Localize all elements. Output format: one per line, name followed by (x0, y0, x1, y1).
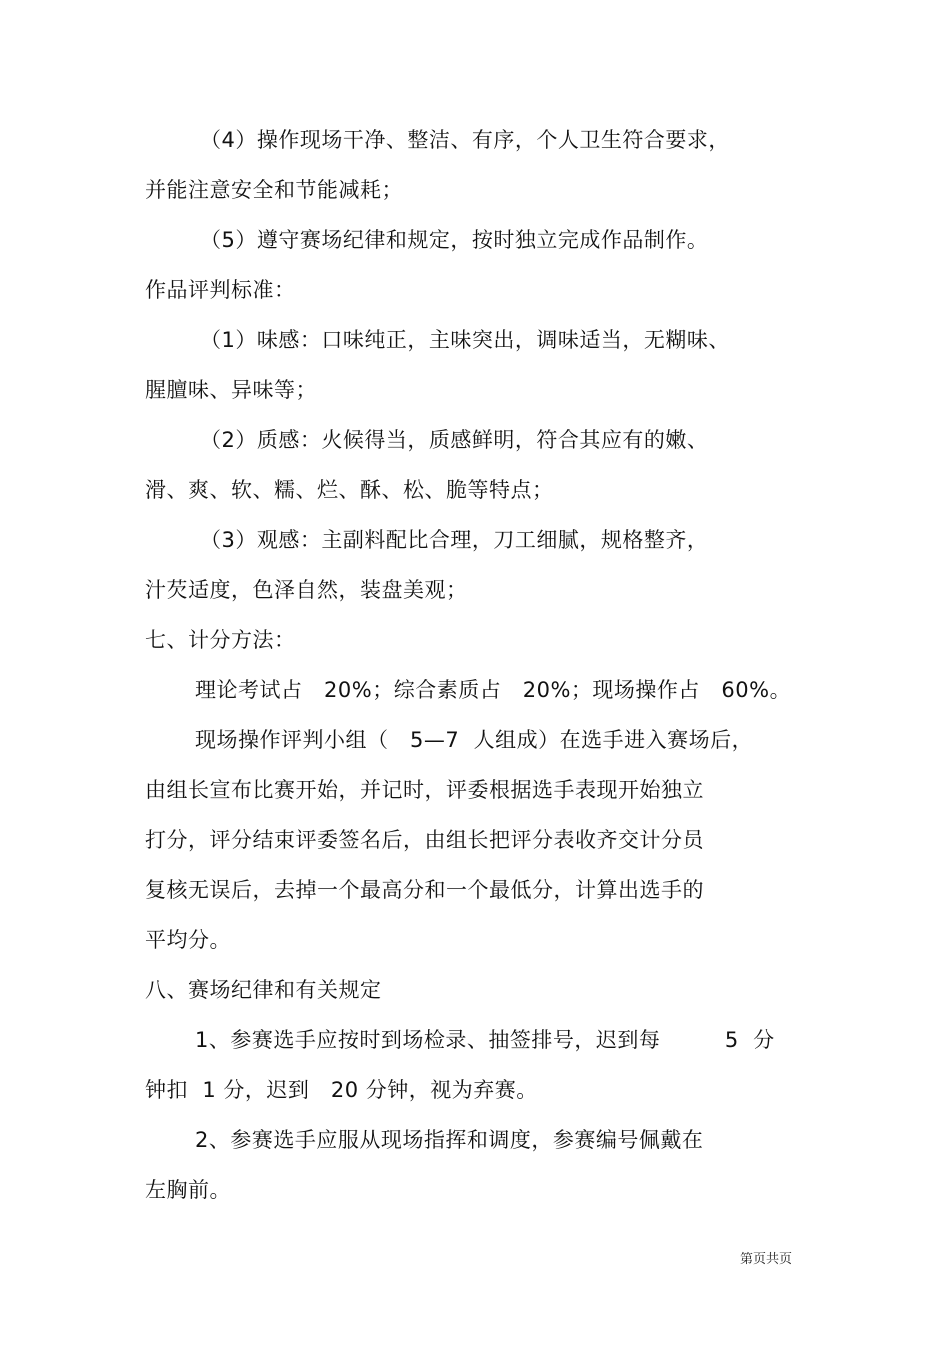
text-line: （4）操作现场干净、整洁、有序，个人卫生符合要求， (200, 128, 730, 152)
text-line: 并能注意安全和节能减耗； (145, 178, 403, 202)
text-line: 腥膻味、异味等； (145, 378, 317, 402)
section-heading: 八、赛场纪律和有关规定 (145, 978, 382, 1002)
text-line: （5）遵守赛场纪律和规定，按时独立完成作品制作。 (200, 228, 709, 252)
page-footer: 第页共页 (740, 1252, 793, 1267)
text-line: 复核无误后，去掉一个最高分和一个最低分，计算出选手的 (145, 878, 704, 902)
text-line: （3）观感：主副料配比合理，刀工细腻，规格整齐， (200, 528, 709, 552)
section-heading: 七、计分方法： (145, 628, 296, 652)
text-line: 打分，评分结束评委签名后，由组长把评分表收齐交计分员 (145, 828, 704, 852)
text-line: （2）质感：火候得当，质感鲜明，符合其应有的嫩、 (200, 428, 709, 452)
section-heading: 作品评判标准： (145, 278, 296, 302)
text-line: 钟扣 1 分，迟到 20 分钟，视为弃赛。 (145, 1078, 538, 1102)
text-line: 滑、爽、软、糯、烂、酥、松、脆等特点； (145, 478, 554, 502)
text-line: 由组长宣布比赛开始，并记时，评委根据选手表现开始独立 (145, 778, 704, 802)
text-line: 理论考试占 20%；综合素质占 20%；现场操作占 60%。 (195, 678, 792, 702)
text-line: 汁芡适度，色泽自然，装盘美观； (145, 578, 468, 602)
text-line: 现场操作评判小组（ 5—7 人组成）在选手进入赛场后， (195, 728, 754, 752)
text-line: 1、参赛选手应按时到场检录、抽签排号，迟到每 5 分 (195, 1028, 775, 1052)
text-line: 左胸前。 (145, 1178, 231, 1202)
text-line: （1）味感：口味纯正，主味突出，调味适当，无糊味、 (200, 328, 730, 352)
text-line: 平均分。 (145, 928, 231, 952)
text-line: 2、参赛选手应服从现场指挥和调度，参赛编号佩戴在 (195, 1128, 704, 1152)
